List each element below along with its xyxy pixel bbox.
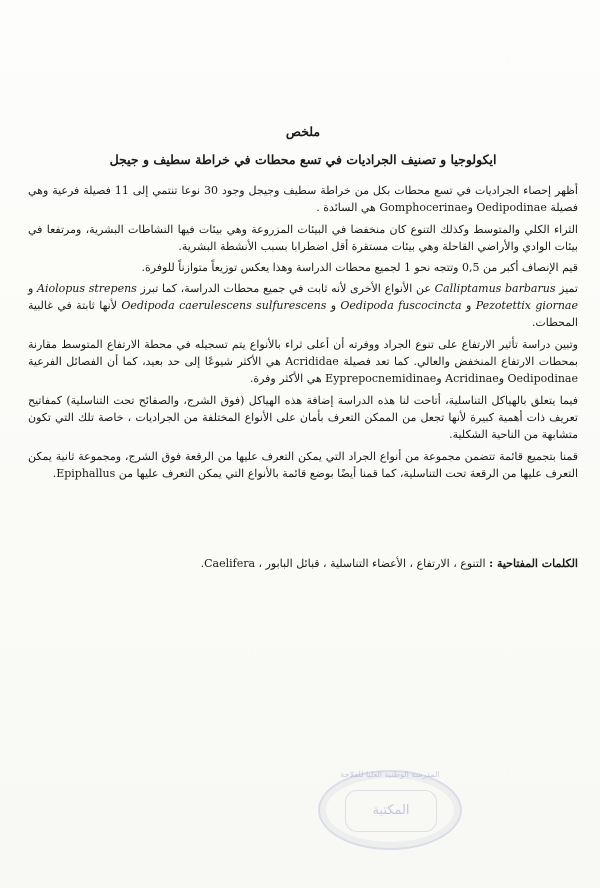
text-run: وتبين دراسة تأثير الارتفاع على تنوع الجراد ووفرته أن أعلى ثراء بالأنواع يتم تسجيله في محطة الارتفاع المتوسط مقارنة بمحطات الارتفاع المنخفض والعالي. كما تعد فصيلة <box>28 338 578 368</box>
text-run: و <box>326 299 341 312</box>
text-run: أظهر إحصاء الجراديات في تسع محطات بكل من خراطة سطيف وجيجل وجود 30 نوعا تنتمي إلى 11 فصيلة فرعية وهي فصيلة <box>28 184 578 214</box>
keyword-latin: Caelifera <box>204 557 256 570</box>
paragraph-constant-species <box>28 280 578 331</box>
taxon-name: Acrididae <box>285 355 339 368</box>
text-run: هي السائدة . <box>316 201 380 214</box>
taxon-name: Epiphallus <box>56 467 116 480</box>
species-name: Oedipoda caerulescens sulfurescens <box>121 299 327 312</box>
paragraph-census <box>28 182 578 216</box>
keywords-line <box>28 555 578 572</box>
paragraph-altitude <box>28 336 578 387</box>
keywords-label: الكلمات المفتاحية : <box>489 557 578 570</box>
keywords-text: التنوع ، الارتفاع ، الأعضاء التناسلية ، قبائل البابور ، <box>255 557 490 570</box>
species-name: Oedipoda fuscocincta <box>340 299 462 312</box>
thesis-title: ايكولوجيا و تصنيف الجراديات في تسع محطات في خراطة سطيف و جيجل <box>109 152 497 167</box>
abstract-body <box>28 182 578 486</box>
stamp-ring-text: المدرسة الوطنية العليا للفلاحة <box>340 770 440 779</box>
text-run: لأنها ثابتة في غالبية المحطات. <box>28 299 578 329</box>
text-run: و <box>461 299 476 312</box>
text-run: و <box>467 201 477 214</box>
species-name: Aiolopus strepens <box>37 282 137 295</box>
taxon-name: Oedipodinae <box>476 201 547 214</box>
species-name: Pezotettix giornae <box>475 299 578 312</box>
text-run: قمنا بتجميع قائمة تتضمن مجموعة من أنواع الجراد التي يمكن التعرف عليها من الرقعة فوق الشرج، ومجموعة ثانية يمكن التعرف عليها من الرقعة تحت التناسلية، كما قمنا أيضًا بوضع قائمة بالأنواع التي يمكن التعرف عليها من <box>28 450 578 480</box>
stamp-center-text: المكتبة <box>345 790 437 832</box>
text-run: و <box>28 282 38 295</box>
text-run: عن الأنواع الأخرى لأنه ثابت في جميع محطات الدراسة، كما تبرز <box>136 282 435 295</box>
paragraph-genitalia: فيما يتعلق بالهياكل التناسلية، أتاحت لنا هذه الدراسة إضافة هذه الهياكل (فوق الشرج، والصفائح تحت التناسلية) كمفاتيح تعريف ذات أهمية كبيرة لأنها تجعل من الممكن التعرف بأمان على الأنواع المختلفة من الجراديات ، خاصة تلك التي تكون متشابهة من الناحية الشكلية. <box>28 394 578 441</box>
taxon-name: Acridinae <box>445 372 499 385</box>
text-run: . <box>52 467 57 480</box>
paragraph-identification-lists <box>28 448 578 482</box>
text-run: و <box>498 372 508 385</box>
species-name: Calliptamus barbarus <box>434 282 556 295</box>
abstract-title: ملخص <box>285 124 321 139</box>
taxon-name: Eyprepocnemidinae <box>325 372 437 385</box>
text-run: و <box>436 372 446 385</box>
text-run: . <box>200 557 205 570</box>
text-run: هي الأكثر وفرة. <box>249 372 326 385</box>
paragraph-richness: الثراء الكلي والمتوسط وكذلك التنوع كان منخفضا في البيئات المزروعة وهي بيئات فيها النشاطات البشرية، ومرتفعا في بيئات الوادي والأراضي القاحلة وهي بيئات مستقرة أقل اضطرابا بسبب الأنشطة البشرية. <box>28 223 578 253</box>
taxon-name: Gomphocerinae <box>379 201 468 214</box>
text-run: تميز <box>555 282 578 295</box>
text-run: هي الأكثر شيوعًا إلى حد بعيد، كما أن الفصائل الفرعية <box>28 355 286 368</box>
library-stamp <box>318 770 462 850</box>
taxon-name: Oedipodinae <box>507 372 578 385</box>
paragraph-equitability: قيم الإنصاف أكبر من 0,5 وتتجه نحو 1 لجميع محطات الدراسة وهذا يعكس توزيعاً متوازناً للوفرة. <box>141 261 578 274</box>
